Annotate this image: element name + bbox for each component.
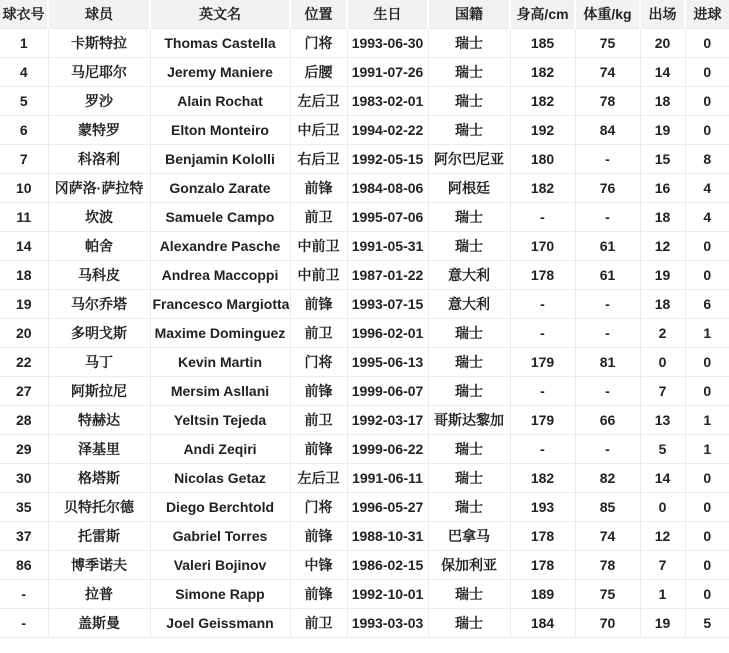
cell-weight_kg: -: [575, 319, 640, 348]
cell-goals: 0: [685, 232, 729, 261]
cell-goals: 0: [685, 29, 729, 58]
cell-birthday: 1992-03-17: [347, 406, 428, 435]
cell-nationality: 瑞士: [428, 87, 510, 116]
cell-birthday: 1996-05-27: [347, 493, 428, 522]
cell-nationality: 瑞士: [428, 580, 510, 609]
cell-player_en: Andi Zeqiri: [150, 435, 290, 464]
cell-appearances: 15: [640, 145, 685, 174]
cell-birthday: 1994-02-22: [347, 116, 428, 145]
table-row: [0, 203, 729, 232]
cell-jersey_number: 4: [0, 58, 48, 87]
table-row: [0, 319, 729, 348]
cell-goals: 0: [685, 87, 729, 116]
cell-nationality: 瑞士: [428, 609, 510, 638]
cell-player_en: Simone Rapp: [150, 580, 290, 609]
column-header-weight_kg: 体重/kg: [575, 0, 640, 29]
cell-weight_kg: 74: [575, 58, 640, 87]
cell-weight_kg: 70: [575, 609, 640, 638]
cell-birthday: 1992-10-01: [347, 580, 428, 609]
cell-appearances: 14: [640, 58, 685, 87]
cell-position: 左后卫: [290, 87, 347, 116]
cell-player_cn: 坎波: [48, 203, 150, 232]
cell-player_en: Valeri Bojinov: [150, 551, 290, 580]
cell-jersey_number: 28: [0, 406, 48, 435]
table-row: [0, 522, 729, 551]
cell-nationality: 意大利: [428, 290, 510, 319]
cell-player_cn: 博季诺夫: [48, 551, 150, 580]
table-row: [0, 58, 729, 87]
cell-appearances: 18: [640, 87, 685, 116]
cell-position: 前卫: [290, 203, 347, 232]
column-header-position: 位置: [290, 0, 347, 29]
column-header-goals: 进球: [685, 0, 729, 29]
cell-player_cn: 帕舍: [48, 232, 150, 261]
cell-weight_kg: 85: [575, 493, 640, 522]
cell-nationality: 哥斯达黎加: [428, 406, 510, 435]
cell-player_cn: 阿斯拉尼: [48, 377, 150, 406]
cell-goals: 0: [685, 348, 729, 377]
cell-player_cn: 托雷斯: [48, 522, 150, 551]
cell-jersey_number: 1: [0, 29, 48, 58]
cell-position: 前卫: [290, 319, 347, 348]
cell-goals: 0: [685, 58, 729, 87]
column-header-birthday: 生日: [347, 0, 428, 29]
cell-position: 后腰: [290, 58, 347, 87]
cell-jersey_number: 20: [0, 319, 48, 348]
cell-jersey_number: 86: [0, 551, 48, 580]
cell-height_cm: 193: [510, 493, 575, 522]
cell-goals: 8: [685, 145, 729, 174]
cell-height_cm: -: [510, 203, 575, 232]
cell-nationality: 巴拿马: [428, 522, 510, 551]
table-row: [0, 493, 729, 522]
header-row: [0, 0, 729, 29]
cell-goals: 0: [685, 464, 729, 493]
cell-position: 门将: [290, 493, 347, 522]
cell-goals: 1: [685, 319, 729, 348]
cell-birthday: 1987-01-22: [347, 261, 428, 290]
cell-weight_kg: -: [575, 435, 640, 464]
cell-appearances: 12: [640, 232, 685, 261]
cell-player_en: Maxime Dominguez: [150, 319, 290, 348]
cell-appearances: 19: [640, 261, 685, 290]
cell-jersey_number: 19: [0, 290, 48, 319]
cell-goals: 0: [685, 377, 729, 406]
cell-jersey_number: 6: [0, 116, 48, 145]
cell-height_cm: 170: [510, 232, 575, 261]
cell-position: 门将: [290, 29, 347, 58]
cell-appearances: 20: [640, 29, 685, 58]
table-row: [0, 551, 729, 580]
cell-player_en: Diego Berchtold: [150, 493, 290, 522]
cell-position: 前卫: [290, 406, 347, 435]
cell-height_cm: -: [510, 435, 575, 464]
cell-appearances: 2: [640, 319, 685, 348]
table-row: [0, 174, 729, 203]
cell-nationality: 瑞士: [428, 348, 510, 377]
cell-nationality: 瑞士: [428, 116, 510, 145]
cell-jersey_number: -: [0, 580, 48, 609]
cell-appearances: 16: [640, 174, 685, 203]
cell-weight_kg: 61: [575, 232, 640, 261]
cell-birthday: 1988-10-31: [347, 522, 428, 551]
cell-nationality: 瑞士: [428, 435, 510, 464]
cell-player_cn: 拉普: [48, 580, 150, 609]
cell-player_cn: 格塔斯: [48, 464, 150, 493]
cell-weight_kg: -: [575, 203, 640, 232]
cell-player_cn: 马科皮: [48, 261, 150, 290]
cell-birthday: 1992-05-15: [347, 145, 428, 174]
cell-position: 前卫: [290, 609, 347, 638]
cell-nationality: 阿根廷: [428, 174, 510, 203]
cell-player_cn: 卡斯特拉: [48, 29, 150, 58]
cell-appearances: 7: [640, 551, 685, 580]
cell-nationality: 瑞士: [428, 493, 510, 522]
cell-player_en: Alain Rochat: [150, 87, 290, 116]
cell-player_en: Thomas Castella: [150, 29, 290, 58]
cell-weight_kg: 75: [575, 29, 640, 58]
cell-jersey_number: 37: [0, 522, 48, 551]
cell-player_cn: 冈萨洛·萨拉特: [48, 174, 150, 203]
cell-player_cn: 马尼耶尔: [48, 58, 150, 87]
table-row: [0, 435, 729, 464]
cell-nationality: 瑞士: [428, 319, 510, 348]
cell-birthday: 1991-05-31: [347, 232, 428, 261]
cell-jersey_number: 18: [0, 261, 48, 290]
cell-appearances: 14: [640, 464, 685, 493]
cell-height_cm: 184: [510, 609, 575, 638]
cell-goals: 1: [685, 435, 729, 464]
cell-position: 前锋: [290, 580, 347, 609]
cell-player_en: Yeltsin Tejeda: [150, 406, 290, 435]
table-row: [0, 348, 729, 377]
cell-player_cn: 贝特托尔德: [48, 493, 150, 522]
cell-birthday: 1983-02-01: [347, 87, 428, 116]
table-row: [0, 377, 729, 406]
cell-position: 中前卫: [290, 261, 347, 290]
cell-jersey_number: -: [0, 609, 48, 638]
cell-nationality: 瑞士: [428, 377, 510, 406]
table-row: [0, 261, 729, 290]
table-row: [0, 116, 729, 145]
cell-player_en: Andrea Maccoppi: [150, 261, 290, 290]
cell-height_cm: 179: [510, 348, 575, 377]
cell-nationality: 瑞士: [428, 203, 510, 232]
cell-weight_kg: 61: [575, 261, 640, 290]
cell-height_cm: 182: [510, 174, 575, 203]
cell-birthday: 1995-07-06: [347, 203, 428, 232]
cell-birthday: 1991-07-26: [347, 58, 428, 87]
cell-height_cm: 180: [510, 145, 575, 174]
column-header-jersey_number: 球衣号: [0, 0, 48, 29]
cell-nationality: 瑞士: [428, 29, 510, 58]
cell-player_cn: 泽基里: [48, 435, 150, 464]
cell-goals: 0: [685, 116, 729, 145]
cell-appearances: 19: [640, 609, 685, 638]
column-header-player_en: 英文名: [150, 0, 290, 29]
cell-player_en: Gonzalo Zarate: [150, 174, 290, 203]
cell-weight_kg: 75: [575, 580, 640, 609]
cell-player_cn: 盖斯曼: [48, 609, 150, 638]
cell-player_en: Jeremy Maniere: [150, 58, 290, 87]
cell-jersey_number: 5: [0, 87, 48, 116]
cell-weight_kg: -: [575, 377, 640, 406]
cell-height_cm: 179: [510, 406, 575, 435]
cell-position: 前锋: [290, 290, 347, 319]
cell-goals: 5: [685, 609, 729, 638]
cell-position: 中锋: [290, 551, 347, 580]
cell-appearances: 18: [640, 203, 685, 232]
table-row: [0, 609, 729, 638]
cell-birthday: 1993-03-03: [347, 609, 428, 638]
cell-appearances: 12: [640, 522, 685, 551]
cell-player_en: Mersim Asllani: [150, 377, 290, 406]
cell-goals: 0: [685, 493, 729, 522]
cell-goals: 1: [685, 406, 729, 435]
cell-player_cn: 马丁: [48, 348, 150, 377]
cell-player_cn: 罗沙: [48, 87, 150, 116]
cell-weight_kg: 66: [575, 406, 640, 435]
cell-player_cn: 蒙特罗: [48, 116, 150, 145]
cell-position: 中前卫: [290, 232, 347, 261]
cell-appearances: 13: [640, 406, 685, 435]
cell-goals: 0: [685, 522, 729, 551]
cell-goals: 0: [685, 580, 729, 609]
cell-player_en: Elton Monteiro: [150, 116, 290, 145]
cell-weight_kg: 81: [575, 348, 640, 377]
cell-weight_kg: 74: [575, 522, 640, 551]
cell-position: 前锋: [290, 174, 347, 203]
table-row: [0, 29, 729, 58]
cell-height_cm: 182: [510, 58, 575, 87]
table-row: [0, 464, 729, 493]
cell-jersey_number: 11: [0, 203, 48, 232]
cell-jersey_number: 29: [0, 435, 48, 464]
cell-appearances: 18: [640, 290, 685, 319]
cell-jersey_number: 7: [0, 145, 48, 174]
table-row: [0, 145, 729, 174]
cell-nationality: 意大利: [428, 261, 510, 290]
cell-birthday: 1986-02-15: [347, 551, 428, 580]
cell-goals: 4: [685, 203, 729, 232]
column-header-height_cm: 身高/cm: [510, 0, 575, 29]
cell-birthday: 1999-06-22: [347, 435, 428, 464]
cell-weight_kg: -: [575, 290, 640, 319]
cell-position: 前锋: [290, 435, 347, 464]
cell-player_en: Kevin Martin: [150, 348, 290, 377]
cell-player_en: Nicolas Getaz: [150, 464, 290, 493]
cell-player_cn: 特赫达: [48, 406, 150, 435]
cell-player_en: Benjamin Kololli: [150, 145, 290, 174]
cell-player_en: Francesco Margiotta: [150, 290, 290, 319]
column-header-player_cn: 球员: [48, 0, 150, 29]
cell-weight_kg: 78: [575, 551, 640, 580]
cell-appearances: 1: [640, 580, 685, 609]
cell-appearances: 0: [640, 348, 685, 377]
cell-weight_kg: 76: [575, 174, 640, 203]
cell-weight_kg: -: [575, 145, 640, 174]
cell-jersey_number: 22: [0, 348, 48, 377]
cell-weight_kg: 84: [575, 116, 640, 145]
cell-weight_kg: 78: [575, 87, 640, 116]
cell-nationality: 瑞士: [428, 232, 510, 261]
cell-position: 右后卫: [290, 145, 347, 174]
cell-birthday: 1999-06-07: [347, 377, 428, 406]
cell-jersey_number: 30: [0, 464, 48, 493]
cell-player_en: Joel Geissmann: [150, 609, 290, 638]
cell-jersey_number: 35: [0, 493, 48, 522]
cell-player_en: Gabriel Torres: [150, 522, 290, 551]
column-header-nationality: 国籍: [428, 0, 510, 29]
cell-player_en: Samuele Campo: [150, 203, 290, 232]
cell-appearances: 7: [640, 377, 685, 406]
table-row: [0, 290, 729, 319]
cell-height_cm: 192: [510, 116, 575, 145]
cell-nationality: 阿尔巴尼亚: [428, 145, 510, 174]
cell-appearances: 19: [640, 116, 685, 145]
cell-height_cm: 185: [510, 29, 575, 58]
roster-body: [0, 29, 729, 638]
table-row: [0, 580, 729, 609]
cell-appearances: 5: [640, 435, 685, 464]
cell-position: 前锋: [290, 522, 347, 551]
cell-nationality: 保加利亚: [428, 551, 510, 580]
cell-height_cm: -: [510, 290, 575, 319]
table-row: [0, 232, 729, 261]
cell-nationality: 瑞士: [428, 58, 510, 87]
cell-jersey_number: 27: [0, 377, 48, 406]
cell-height_cm: 178: [510, 261, 575, 290]
cell-height_cm: 178: [510, 551, 575, 580]
cell-jersey_number: 14: [0, 232, 48, 261]
cell-birthday: 1996-02-01: [347, 319, 428, 348]
cell-height_cm: 182: [510, 464, 575, 493]
cell-position: 门将: [290, 348, 347, 377]
cell-height_cm: 182: [510, 87, 575, 116]
cell-nationality: 瑞士: [428, 464, 510, 493]
cell-birthday: 1993-06-30: [347, 29, 428, 58]
cell-player_cn: 多明戈斯: [48, 319, 150, 348]
cell-appearances: 0: [640, 493, 685, 522]
cell-weight_kg: 82: [575, 464, 640, 493]
cell-height_cm: 189: [510, 580, 575, 609]
cell-goals: 6: [685, 290, 729, 319]
cell-birthday: 1984-08-06: [347, 174, 428, 203]
cell-player_en: Alexandre Pasche: [150, 232, 290, 261]
cell-position: 中后卫: [290, 116, 347, 145]
cell-birthday: 1995-06-13: [347, 348, 428, 377]
cell-position: 左后卫: [290, 464, 347, 493]
cell-goals: 4: [685, 174, 729, 203]
cell-goals: 0: [685, 551, 729, 580]
cell-height_cm: -: [510, 319, 575, 348]
table-row: [0, 87, 729, 116]
table-row: [0, 406, 729, 435]
cell-height_cm: -: [510, 377, 575, 406]
column-header-appearances: 出场: [640, 0, 685, 29]
cell-player_cn: 马尔乔塔: [48, 290, 150, 319]
cell-goals: 0: [685, 261, 729, 290]
cell-birthday: 1993-07-15: [347, 290, 428, 319]
cell-birthday: 1991-06-11: [347, 464, 428, 493]
cell-jersey_number: 10: [0, 174, 48, 203]
cell-player_cn: 科洛利: [48, 145, 150, 174]
cell-height_cm: 178: [510, 522, 575, 551]
cell-position: 前锋: [290, 377, 347, 406]
